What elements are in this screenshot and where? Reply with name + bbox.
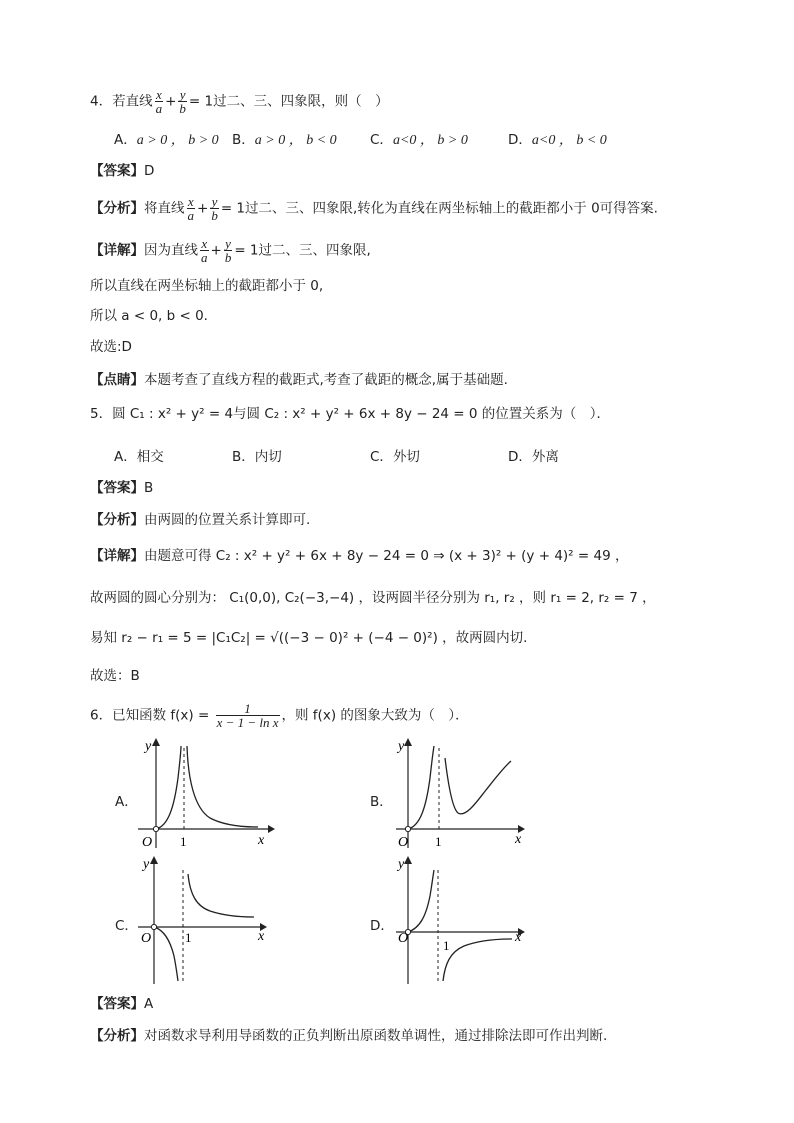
q5-detail-line3: 故选：B xyxy=(90,668,140,684)
q5-option-c: C．外切 xyxy=(370,449,420,465)
graph-c-y-label: y xyxy=(143,857,150,872)
q5-option-a: A．相交 xyxy=(114,449,164,465)
graph-a-curve-right xyxy=(187,746,258,827)
q4-analysis: 【分析】将直线 $\frac{x}{a}$ + $\frac{y}{b}$ = 1过二、三、四象限,转化为直线在两坐标轴上的截距都小于 0可得答案. xyxy=(90,194,658,223)
graph-c-curve-left xyxy=(154,927,178,981)
graph-b-curve-left xyxy=(408,746,434,829)
graph-a-origin-label: O xyxy=(142,835,153,850)
q5-option-b: B．内切 xyxy=(232,449,282,465)
graph-b-origin-dot xyxy=(405,826,410,831)
q4-frac-x-a: $\frac{x}{a}$ xyxy=(155,87,163,116)
q4-frac-y-b: $\frac{y}{b}$ xyxy=(179,87,186,116)
graph-d-label: D． xyxy=(370,918,394,934)
graph-c xyxy=(130,856,275,986)
q5-stem: 5．圆 C₁ : x² + y² = 4与圆 C₂ : x² + y² + 6x + 8y − 24 = 0 的位置关系为（ ）． xyxy=(90,406,611,422)
graph-d-curve-right xyxy=(443,939,512,981)
graph-b-origin-label: O xyxy=(398,835,409,850)
graph-b-label: B． xyxy=(370,794,393,810)
graph-a-tick-label: 1 xyxy=(180,834,187,849)
graph-b-curve-right xyxy=(445,758,511,814)
graph-a xyxy=(130,738,275,850)
q5-answer: 【答案】B xyxy=(90,480,154,496)
q4-detail: 【详解】因为直线 $\frac{x}{a}$ + $\frac{y}{b}$ = 1过二、三、四象限, xyxy=(90,236,371,265)
graph-b-y-arrow xyxy=(404,738,412,746)
graph-d-curve-left xyxy=(408,870,434,932)
graph-d-y-arrow xyxy=(404,856,412,864)
graph-b-y-label: y xyxy=(398,739,405,754)
q5-option-d: D．外离 xyxy=(508,449,559,465)
q6-analysis: 【分析】对函数求导利用导函数的正负判断出原函数单调性，通过排除法即可作出判断. xyxy=(90,1028,608,1044)
q5-detail: 【详解】由题意可得 C₂ : x² + y² + 6x + 8y − 24 = 0 ⇒ (x + 3)² + (y + 4)² = 49 ， xyxy=(90,548,629,564)
graph-c-curve-right xyxy=(188,874,254,917)
graph-d xyxy=(388,856,528,986)
q4-detail-line3: 故选:D xyxy=(90,339,132,355)
q4-option-b: B．a > 0 ， b < 0 xyxy=(232,132,337,148)
q5-detail-line1: 故两圆的圆心分别为： C₁(0,0), C₂(−3,−4) ，设两圆半径分别为 r₁, r₂ ，则 r₁ = 2, r₂ = 7 ， xyxy=(90,590,656,606)
graph-b-x-label: x xyxy=(515,832,522,847)
q4-comment: 【点睛】本题考查了直线方程的截距式,考查了截距的概念,属于基础题. xyxy=(90,372,508,388)
q6-answer: 【答案】A xyxy=(90,996,154,1012)
q4-answer: 【答案】D xyxy=(90,163,155,179)
graph-a-y-label: y xyxy=(145,739,152,754)
graph-c-origin-label: O xyxy=(141,931,152,946)
graph-b-tick-label: 1 xyxy=(435,834,442,849)
q5-analysis: 【分析】由两圆的位置关系计算即可. xyxy=(90,512,311,528)
graph-d-origin-label: O xyxy=(398,931,409,946)
q4-option-a: A．a > 0 ， b > 0 xyxy=(114,132,219,148)
graph-a-origin-dot xyxy=(153,826,158,831)
q4-option-d: D．a<0 ， b < 0 xyxy=(508,132,607,148)
q4-stem: 4．若直线 $\frac{x}{a}$ + $\frac{y}{b}$ = 1过二、三、四象限，则（ ） xyxy=(90,87,389,116)
graph-a-y-arrow xyxy=(152,738,160,746)
q5-detail-line2: 易知 r₂ − r₁ = 5 = |C₁C₂| = √((−3 − 0)² + (−4 − 0)²) ，故两圆内切. xyxy=(90,630,528,646)
graph-c-tick-label: 1 xyxy=(185,930,192,945)
graph-c-y-arrow xyxy=(150,856,158,864)
graph-d-tick-label: 1 xyxy=(443,938,450,953)
graph-a-x-arrow xyxy=(268,825,275,833)
q6-stem: 6．已知函数 f(x) = $\frac{1}{\text{x − 1 − ln x}}$ ，则 f(x) 的图象大致为（ ）． xyxy=(90,701,469,730)
graph-a-curve-left xyxy=(156,746,181,829)
q4-option-c: C．a<0 ， b > 0 xyxy=(370,132,468,148)
graph-d-y-label: y xyxy=(398,857,405,872)
graph-d-x-label: x xyxy=(515,930,522,945)
graph-a-label: A． xyxy=(115,794,138,810)
q4-detail-line2: 所以 a < 0, b < 0. xyxy=(90,308,208,324)
graph-c-x-label: x xyxy=(258,929,265,944)
graph-b xyxy=(388,738,528,850)
graph-c-origin-dot xyxy=(151,924,156,929)
graph-a-x-label: x xyxy=(258,833,265,848)
q4-detail-line1: 所以直线在两坐标轴上的截距都小于 0, xyxy=(90,278,324,294)
graph-c-label: C． xyxy=(115,918,138,934)
q6-frac: $\frac{1}{\text{x − 1 − ln x}}$ xyxy=(216,701,279,730)
